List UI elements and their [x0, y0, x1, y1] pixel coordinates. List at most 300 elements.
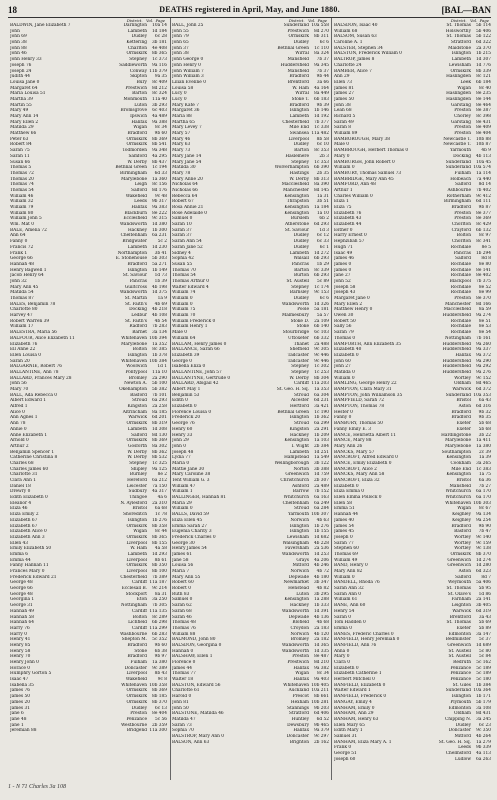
entry-district: Whitehaven [121, 682, 147, 688]
entry-name: BALLAM, Henry James 0 [172, 341, 227, 347]
entry-name: Charlotte 80 [10, 307, 38, 313]
entry-district: Bolton [456, 233, 471, 239]
entry-district: Holsworthy [445, 28, 471, 34]
entry-name: BANFIELD, Henry Jeremiah 0 [334, 637, 400, 643]
entry-name: Catherine Christina 8 [10, 455, 58, 461]
entry-district: Chelmsford [445, 751, 471, 756]
entry-volume-page: 6d 293 [313, 222, 329, 228]
entry-name: BANES, Frederic Charles 0 [334, 631, 394, 637]
entry-volume-page: 1d 251 [313, 449, 329, 455]
entry-district: Barton [294, 148, 309, 154]
entry-volume-page: 10a 364 [473, 688, 491, 694]
entry-name: Sophia 42 [172, 256, 194, 262]
entry-volume-page: 8b 304 [313, 375, 329, 381]
entry-district: Doncaster [286, 733, 309, 739]
entry-district: Stroud [132, 398, 147, 404]
entry-name: Clara Ann 1 [10, 478, 36, 483]
entry-district: Ormskirk [126, 563, 147, 569]
entry-district: Ashford [291, 483, 309, 489]
entry-name: Robert 67 [172, 199, 194, 205]
entry-name: Owen 30 [334, 313, 354, 319]
entry-volume-page: 8c 97 [479, 233, 491, 239]
entry-name: Martha 65 [172, 119, 195, 125]
entry-district: Poole [297, 307, 309, 313]
entry-volume-page: 10b 405 [311, 682, 329, 688]
entry-district: Huddersfield [442, 313, 471, 319]
entry-district: Wakefield [125, 677, 147, 683]
entry-district: Sunderland [445, 159, 471, 165]
entry-name: BANCROFT, Alfred Edward 0 [334, 455, 398, 461]
entry-volume-page: 8c 324 [152, 91, 167, 97]
entry-district: Chorlton [451, 222, 471, 228]
entry-name: Tent William G. 3 [172, 478, 210, 483]
entry-name: Frank 0 [334, 745, 352, 751]
entry-district: Kensington [446, 472, 471, 478]
entry-volume-page: 6c 28 [155, 34, 167, 40]
entry-volume-page: 9a 116 [152, 62, 167, 68]
entry-volume-page: 9a 254 [476, 517, 491, 523]
entry-district: Leighton [451, 603, 471, 609]
name-range: [BAL—BAN [441, 5, 491, 15]
entry-district: Maidstone [448, 45, 471, 51]
entry-volume-page: 5b 68 [478, 426, 491, 432]
entry-volume-page: 8a 302 [152, 443, 167, 449]
entry-volume-page: 1c 338 [314, 125, 329, 131]
entry-name: BALSHAW, Ellen 1 [172, 654, 213, 660]
entry-district: Stepney [291, 284, 309, 290]
entry-district: Ashbourne [447, 187, 471, 193]
entry-volume-page: 6c 403 [152, 108, 167, 114]
entry-name: Jane 58 [172, 557, 189, 563]
entry-volume-page: 4b 72 [316, 569, 329, 574]
entry-district: Sheffield [289, 347, 309, 353]
entry-district: St. Thomas [446, 23, 471, 28]
entry-district: Halifax [293, 728, 309, 734]
entry-name: Lilian Eveline 0 [172, 79, 206, 85]
entry-name: Elizabeth 76 [10, 341, 38, 347]
entry-district: Bradford [127, 654, 147, 660]
entry-name: Jane 1 [10, 722, 24, 728]
entry-name: Mary 46 [172, 136, 191, 142]
entry-volume-page: 1c 194 [152, 165, 167, 171]
entry-volume-page: 9c 350 [476, 728, 491, 734]
entry-volume-page: 7b 101 [151, 392, 167, 398]
entry-name: Frederick Edward 21 [10, 574, 57, 580]
entry-district: Cheltenham [282, 500, 309, 506]
entry-name: Robert Warren 39 [10, 318, 50, 324]
entry-district: Kingston [289, 426, 309, 432]
entry-name: Mary 78 [172, 170, 191, 176]
entry-district: Pontypool [125, 369, 147, 375]
entry-name: John 38 [334, 102, 351, 108]
entry-name: Hugh 71 [334, 244, 353, 250]
entry-name: Sarah 20 [10, 358, 30, 364]
entry-district: St. Martin [124, 296, 147, 301]
entry-name: Maria 88 [172, 114, 192, 119]
entry-district: Woolwich [126, 364, 147, 370]
entry-district: Darlington [123, 23, 147, 28]
entry-district: Huntley [291, 716, 309, 722]
entry-name: William 17 [10, 324, 34, 330]
entry-district: Sunderland [445, 165, 471, 171]
entry-volume-page: 8e 235 [476, 91, 491, 97]
entry-volume-page: 8d 130 [151, 432, 167, 438]
entry-name: Emily Elizabeth 50 [10, 546, 52, 552]
entry-name: Richard 5 [334, 114, 356, 119]
entry-name: William 64 [172, 335, 196, 341]
entry-district: Cardiff [293, 381, 309, 387]
entry-name: BAMPTON, Thomas 78 [334, 404, 385, 410]
entry-district: W. Ham [292, 85, 309, 91]
entry-name: James 0 [334, 267, 352, 273]
entry-district: Mitford [292, 563, 309, 569]
entry-volume-page: 8e 487 [314, 654, 329, 660]
entry-district: Salford [455, 574, 471, 580]
entry-district: Crayford [451, 227, 471, 233]
entry-district: Bristol [456, 478, 471, 483]
entry-district: Wirral [295, 91, 309, 97]
entry-volume-page: 9b 339 [475, 745, 491, 751]
entry-name: Ell Anne 22 [10, 347, 36, 353]
entry-name: Henry 41 [10, 637, 31, 643]
entry-volume-page: 7b 161 [475, 335, 491, 341]
entry-name: BALGARNIE, Robert 76 [10, 364, 62, 370]
entry-volume-page: 9b 35 [478, 415, 491, 421]
entry-name: Eleanor 4 [10, 500, 32, 506]
entry-name: Eugenia Charity 3 [172, 529, 212, 535]
entry-volume-page: 10a 558 [311, 23, 329, 28]
entry-name: Edith Mary 1 [334, 728, 363, 734]
entry-district: Bradford [451, 205, 471, 210]
entry-volume-page: 6a 231 [152, 233, 167, 239]
entry-district: Ormskirk [126, 438, 147, 444]
entry-volume-page: 1d 759 [313, 472, 329, 478]
entry-volume-page: 6c 23 [479, 722, 491, 728]
entry-name: Benjamin Spencer 1 [10, 449, 55, 455]
entry-district: Stroud [294, 392, 309, 398]
entry-volume-page: 8b 350 [151, 563, 167, 569]
entry-district: I. Wight [291, 443, 309, 449]
entry-volume-page: 1d 689 [475, 642, 491, 648]
entry-name: Thomas 74 [10, 182, 34, 188]
entry-district: St. Giles [452, 682, 471, 688]
entry-district: Manchester [283, 187, 309, 193]
entry-district: Hastings [289, 170, 309, 176]
entry-volume-page: 1d 391 [313, 608, 329, 614]
entry-volume-page: 6b 38 [154, 648, 167, 654]
entry-district: Liverpool [288, 136, 309, 142]
entry-name: William 46 [10, 193, 34, 199]
entry-name: Henry 85 [10, 642, 31, 648]
entry-district: Norwich [290, 631, 309, 637]
column-header: District. Vol. Page [450, 18, 489, 23]
entry-name: William 0 [172, 506, 193, 512]
entry-volume-page: 7b 377 [313, 119, 329, 125]
entry-volume-page: 8a 324 [314, 51, 329, 57]
entry-name: BALSDON, Georgina 0 [172, 642, 222, 648]
entry-district: Brentford [287, 79, 309, 85]
entry-name: Thomas 72 [10, 170, 34, 176]
entry-district: Stockport [125, 591, 147, 597]
entry-volume-page: 8a 449 [314, 91, 329, 97]
entry-district: Bradford [127, 131, 147, 137]
entry-district: Dudley [293, 40, 309, 46]
entry-name: Walter Edward 1 [334, 688, 371, 694]
entry-volume-page: 8b 365 [151, 534, 167, 540]
entry-district: Preston [130, 711, 147, 717]
entry-volume-page: 6b 283 [151, 631, 167, 637]
entry-district: Kensington [446, 455, 471, 461]
entry-volume-page: 3b 122 [313, 460, 329, 466]
entry-name: Horace 0 [10, 665, 30, 671]
entry-volume-page: 6c 33 [317, 239, 329, 245]
entry-district: Mansfield [287, 57, 309, 63]
entry-name: Thomas 54 [172, 273, 196, 279]
entry-volume-page: 8b 100 [151, 569, 167, 574]
entry-district: Farnham [451, 597, 471, 603]
entry-name: Sally 56 [334, 324, 352, 330]
entry-name: William 1 [172, 489, 193, 495]
entry-district: Preston [292, 654, 309, 660]
entry-volume-page: 4b 54 [154, 318, 167, 324]
entry-volume-page: 9a 372 [476, 352, 491, 358]
entry-volume-page: 10b 384 [149, 358, 167, 364]
entry-volume-page: 1d 280 [475, 563, 491, 569]
entry-volume-page: 8e 377 [476, 210, 491, 216]
entry-volume-page: 8b 58 [316, 136, 329, 142]
entry-volume-page: 8c 67 [479, 506, 491, 512]
entry-volume-page: 3b 347 [313, 580, 329, 586]
register-column-1 [10, 18, 167, 734]
entry-volume-page: 3a 108 [476, 705, 491, 711]
entry-name: BAMBOROUGH, Mary 38 [334, 136, 390, 142]
entry-name: Isaac 47 [10, 677, 29, 683]
entry-district: Rochdale [450, 261, 471, 267]
entry-district: Chipping N. [444, 716, 471, 722]
entry-name: Margaret Jane 0 [334, 296, 370, 301]
entry-district: Pancras [129, 278, 147, 284]
entry-volume-page: 6a 299 [314, 421, 329, 427]
entry-district: Wigan [457, 85, 471, 91]
entry-district: Wortley [454, 375, 471, 381]
entry-district: Rochdale [450, 284, 471, 290]
entry-name: James 54 [334, 523, 354, 529]
entry-district: E. Stonehouse [115, 256, 147, 262]
entry-district: Mansfield [449, 483, 471, 489]
entry-name: John 60 [334, 358, 351, 364]
entry-district: Lewisham [448, 62, 471, 68]
entry-name: John 52 [334, 278, 351, 284]
entry-district: Leicester [126, 483, 147, 489]
entry-name: BANCROFT, Alice 2 [334, 466, 377, 472]
entry-name: BANCE, Mary 88 [334, 438, 372, 444]
entry-district: Islington [127, 352, 147, 358]
entry-name: Sarah 46 [172, 614, 192, 620]
entry-district: Stroud [294, 506, 309, 512]
entry-name: Ann 78 [10, 421, 26, 427]
entry-volume-page: 10a 14 [152, 23, 167, 28]
entry-volume-page: 1b 155 [313, 529, 329, 535]
entry-district: Haslemere [285, 153, 309, 159]
entry-volume-page: 5c 89 [317, 278, 329, 284]
entry-name: Mary Ellen 2 [10, 119, 39, 125]
entry-district: W. Derby [127, 455, 147, 461]
entry-volume-page: 8c 156 [152, 182, 167, 188]
entry-district: Cardiff [131, 580, 147, 586]
entry-district: Leek [460, 79, 471, 85]
entry-name: Lydia 77 [172, 455, 191, 461]
entry-volume-page: 9c 153 [314, 290, 329, 296]
entry-volume-page: 6b 293 [313, 256, 329, 262]
entry-volume-page: 6b 183 [313, 96, 329, 102]
entry-volume-page: 9b 60 [154, 642, 167, 648]
entry-district: Stone [134, 648, 147, 654]
entry-volume-page: 1a 288 [314, 597, 329, 603]
entry-name: BALLS, David 59 [172, 512, 209, 518]
entry-name: Albert May 1 [172, 387, 201, 392]
entry-district: Warwick [128, 415, 147, 421]
entry-volume-page: 9a 379 [314, 728, 329, 734]
entry-district: St. Austell [286, 278, 309, 284]
entry-district: Bradford [289, 74, 309, 80]
entry-district: Grays [296, 557, 309, 563]
entry-volume-page: 2a 489 [314, 483, 329, 489]
entry-name: Elizabeth 0 [334, 483, 359, 489]
entry-volume-page: 9b 32 [478, 409, 491, 415]
entry-district: Kensington [284, 193, 309, 199]
entry-volume-page: 8c 34 [155, 125, 167, 131]
entry-district: Stannings [287, 705, 309, 711]
entry-volume-page: 6d 323 [475, 569, 491, 574]
entry-name: Caroline A. 1 [334, 40, 363, 46]
entry-name: Fanny 0 [334, 415, 352, 421]
entry-volume-page: 5c 189 [476, 665, 491, 671]
entry-district: Shepton M. [121, 637, 147, 643]
entry-name: Thomas 77 [172, 671, 196, 677]
entry-volume-page: 1b 333 [313, 603, 329, 609]
entry-district: Preston [454, 296, 471, 301]
entry-volume-page: 10b 88 [475, 136, 491, 142]
entry-volume-page: 8c 121 [476, 74, 491, 80]
entry-name: Sarah 73 [172, 722, 192, 728]
entry-name: Ann Agnes 1 [10, 415, 38, 421]
entry-volume-page: 5c 2 [157, 239, 167, 245]
entry-district: Salford [455, 256, 471, 262]
entry-district: Dudley [293, 142, 309, 148]
entry-name: BALE, Amelia 72 [10, 227, 47, 233]
entry-volume-page: 5a 57 [316, 313, 329, 319]
entry-district: Bradford [451, 523, 471, 529]
entry-name: Drewry 0 [10, 489, 31, 495]
entry-district: Ormskirk [126, 51, 147, 57]
entry-volume-page: 4b 218 [151, 307, 167, 313]
entry-district: Prestwich [125, 85, 147, 91]
entry-name: Eliza Emma 0 [334, 489, 365, 495]
entry-district: Prestwich [287, 660, 309, 665]
entry-name: Susan 55 [172, 261, 193, 267]
entry-name: BALSTROP, Mary Ann 0 [172, 733, 224, 739]
entry-name: Matilda 30 [172, 165, 196, 171]
entry-name: Joseph 76 [10, 62, 32, 68]
page-number: 18 [8, 5, 17, 15]
entry-volume-page: 8c 409 [152, 79, 167, 85]
entry-name: BALDWIN, Jane Elizabeth 7 [10, 23, 71, 28]
entry-district: Kettering [126, 40, 147, 46]
entry-name: Jane 6 [10, 711, 24, 717]
entry-name: Thomas 5 [10, 165, 32, 171]
entry-name: Leah 68 [334, 108, 352, 114]
entry-district: Dudley [293, 239, 309, 245]
entry-name: Ruth 83 [172, 591, 190, 597]
entry-district: Rochdale [450, 318, 471, 324]
entry-district: Brighton [289, 739, 309, 745]
entry-district: Cheltenham [120, 233, 147, 239]
entry-name: William 0 [172, 296, 193, 301]
entry-district: Norton [293, 466, 309, 472]
entry-volume-page: 6a 170 [476, 489, 491, 495]
entry-volume-page: 9a 345 [314, 62, 329, 68]
entry-volume-page: 1a 279 [476, 739, 491, 745]
entry-volume-page: 7b 375 [475, 278, 491, 284]
entry-volume-page: 8e 464 [476, 102, 491, 108]
entry-name: BANCROFT, Eliza 32 [334, 478, 380, 483]
entry-district: Greenwich [447, 563, 471, 569]
entry-name: James 44 [172, 665, 192, 671]
entry-name: Jacob Henry 64 [10, 273, 44, 279]
entry-name: Elizabeth 43 [334, 216, 362, 222]
entry-name: John William 7 [172, 68, 204, 74]
entry-volume-page: 5b 100 [151, 381, 167, 387]
entry-district: Islington [289, 529, 309, 535]
entry-name: Mary Levey 7 [172, 125, 202, 131]
entry-district: Macclesfield [443, 307, 471, 313]
entry-name: Robert 50 [334, 318, 356, 324]
entry-volume-page: 1a 380 [476, 443, 491, 449]
entry-name: Hannah 48 [10, 261, 35, 267]
entry-name: Sarah 49 [334, 119, 354, 125]
entry-volume-page: 1c 302 [314, 364, 329, 370]
entry-volume-page: 4b 108 [151, 313, 167, 319]
entry-district: Rochdale [450, 290, 471, 296]
entry-district: Dudley [131, 705, 147, 711]
entry-name: Isabella 35 [10, 682, 34, 688]
entry-volume-page: 1a 353 [314, 387, 329, 392]
entry-name: Mary Ann 45 [10, 284, 39, 290]
entry-district: Rochdale [450, 244, 471, 250]
entry-volume-page: 2b 307 [313, 478, 329, 483]
entry-name: BALL, John 25 [172, 23, 204, 28]
entry-volume-page: 3a 147 [476, 631, 491, 637]
entry-name: John 0 [172, 443, 186, 449]
entry-district: Greenwich [285, 472, 309, 478]
entry-district: Gosforth [128, 443, 147, 449]
entry-volume-page: 5a 181 [314, 307, 329, 313]
entry-district: Mansfield [287, 68, 309, 74]
entry-volume-page: 1d 272 [313, 250, 329, 256]
entry-volume-page: 5b 68 [478, 421, 491, 427]
entry-name: James 45 [334, 529, 354, 535]
entry-volume-page: 8b 311 [313, 34, 329, 40]
entry-district: Dudley [293, 244, 309, 250]
entry-volume-page: 8e 53 [478, 324, 491, 330]
entry-volume-page: 1a 114 [476, 170, 491, 176]
entry-district: W. Derby [127, 159, 147, 165]
entry-volume-page: 6c 1 [319, 244, 329, 250]
entry-volume-page: 3b 181 [151, 40, 167, 46]
entry-volume-page: 5b 303 [151, 256, 167, 262]
entry-name: Elizabeth 40 [334, 347, 362, 353]
entry-district: Stepney [129, 460, 147, 466]
